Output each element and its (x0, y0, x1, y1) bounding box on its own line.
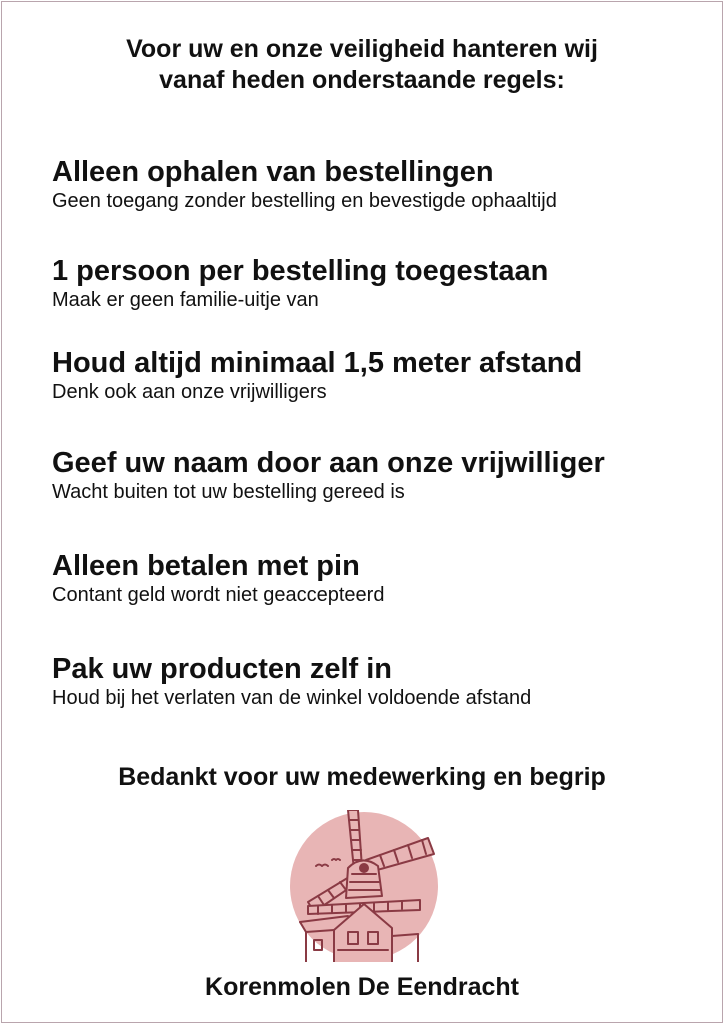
rule-pickup-only (52, 155, 702, 213)
rule-title: Pak uw producten zelf in (52, 653, 392, 685)
rule-subtitle: Geen toegang zonder bestelling en bevestigde ophaaltijd (52, 190, 557, 212)
intro-line-2: vanaf heden onderstaande regels: (159, 66, 565, 94)
rule-title: 1 persoon per bestelling toegestaan (52, 255, 549, 287)
organization-name: Korenmolen De Eendracht (205, 973, 519, 1001)
rule-subtitle: Contant geld wordt niet geaccepteerd (52, 584, 385, 606)
rule-subtitle: Denk ook aan onze vrijwilligers (52, 381, 327, 403)
rule-one-person (52, 254, 702, 312)
rule-subtitle: Wacht buiten tot uw bestelling gereed is (52, 481, 405, 503)
intro-heading (2, 34, 722, 96)
rule-title: Alleen betalen met pin (52, 550, 360, 582)
rule-give-name (52, 446, 702, 504)
intro-line-1: Voor uw en onze veiligheid hanteren wij (126, 35, 598, 63)
rule-subtitle: Maak er geen familie-uitje van (52, 289, 319, 311)
rule-title: Houd altijd minimaal 1,5 meter afstand (52, 347, 583, 379)
rule-pack-yourself (52, 652, 702, 710)
notice-page (1, 1, 723, 1023)
thanks-text: Bedankt voor uw medewerking en begrip (118, 763, 606, 791)
rule-title: Alleen ophalen van bestellingen (52, 156, 494, 188)
rule-distance (52, 346, 702, 404)
windmill-icon (288, 810, 440, 962)
rule-pin-only (52, 549, 702, 607)
windmill-logo (288, 810, 440, 962)
rule-title: Geef uw naam door aan onze vrijwilliger (52, 447, 605, 479)
rule-subtitle: Houd bij het verlaten van de winkel voldoende afstand (52, 687, 532, 709)
